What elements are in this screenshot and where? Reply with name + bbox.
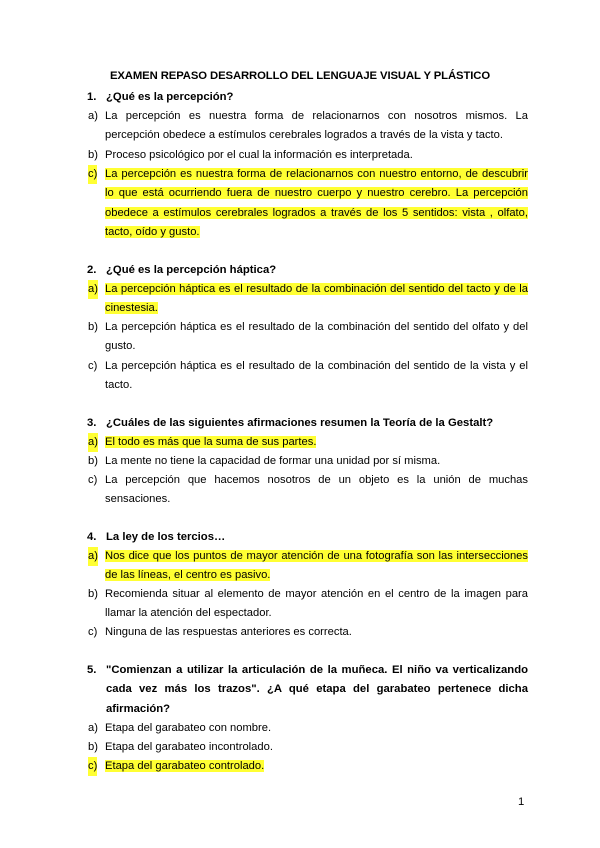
- option-letter: c): [88, 474, 98, 486]
- question-2-option-c: [88, 357, 528, 396]
- option-text: [105, 280, 528, 319]
- option-text: [105, 757, 528, 776]
- question-2-option-b: [88, 318, 528, 357]
- question-number: 4.: [87, 531, 97, 543]
- question-text: ¿Qué es la percepción háptica?: [106, 264, 277, 276]
- question-number: 1.: [87, 91, 97, 103]
- question-3: [88, 414, 528, 433]
- option-letter: a): [88, 547, 98, 566]
- question-text: ¿Cuáles de las siguientes afirmaciones resumen la Teoría de la Gestalt?: [106, 417, 494, 429]
- option-text: La percepción háptica es el resultado de la combinación del sentido de la vista y el tacto.: [105, 360, 528, 392]
- option-text: La percepción es nuestra forma de relacionarnos con nosotros mismos. La percepción obedece a estímulos cerebrales logrados a través de la vista y tacto.: [105, 110, 528, 142]
- option-letter: b): [88, 149, 98, 161]
- option-text: Recomienda situar al elemento de mayor atención en el centro de la imagen para llamar la atención del espectador.: [105, 588, 528, 620]
- option-letter: b): [88, 455, 98, 467]
- option-text: La mente no tiene la capacidad de formar una unidad por sí misma.: [105, 455, 441, 467]
- option-letter: c): [88, 757, 97, 776]
- answer-highlight: El todo es más que la suma de sus partes.: [105, 436, 317, 448]
- document-title: EXAMEN REPASO DESARROLLO DEL LENGUAJE VISUAL Y PLÁSTICO: [109, 70, 491, 82]
- question-3-option-b: [88, 452, 528, 471]
- question-1-option-b: [88, 146, 528, 165]
- option-letter: a): [88, 110, 98, 122]
- question-1: [88, 88, 528, 107]
- answer-highlight: La percepción háptica es el resultado de la combinación del sentido del tacto y de la cinestesia.: [105, 283, 528, 315]
- option-text: La percepción háptica es el resultado de la combinación del sentido del olfato y del gusto.: [105, 321, 528, 353]
- question-5-option-c: [88, 757, 528, 776]
- option-letter: c): [88, 360, 98, 372]
- option-text: Etapa del garabateo incontrolado.: [105, 741, 273, 753]
- option-letter: a): [88, 433, 98, 452]
- question-text: "Comienzan a utilizar la articulación de la muñeca. El niño va verticalizando cada vez más los trazos". ¿A qué etapa del garabateo pertenece dicha afirmación?: [106, 664, 528, 715]
- question-4-option-c: [88, 623, 528, 642]
- option-text: Proceso psicológico por el cual la información es interpretada.: [105, 149, 413, 161]
- question-5: [88, 661, 528, 719]
- option-letter: b): [88, 741, 98, 753]
- question-1-option-a: [88, 107, 528, 146]
- option-text: [105, 433, 528, 452]
- option-text: La percepción que hacemos nosotros de un objeto es la unión de muchas sensaciones.: [105, 474, 528, 506]
- option-letter: b): [88, 321, 98, 333]
- question-3-option-c: [88, 471, 528, 510]
- option-text: Ninguna de las respuestas anteriores es correcta.: [105, 626, 352, 638]
- option-letter: c): [88, 165, 97, 184]
- question-3-option-a: [88, 433, 528, 452]
- answer-highlight: Etapa del garabateo controlado.: [105, 760, 265, 772]
- option-letter: c): [88, 626, 98, 638]
- question-text: La ley de los tercios…: [106, 531, 226, 543]
- question-4-option-a: [88, 547, 528, 586]
- question-number: 3.: [87, 417, 97, 429]
- page-number: 1: [518, 796, 525, 808]
- option-letter: b): [88, 588, 98, 600]
- option-text: [105, 547, 528, 586]
- answer-highlight: La percepción es nuestra forma de relacionarnos con nuestro entorno, de descubrir lo que está ocurriendo fuera de nuestro cuerpo y nuestro cerebro. La percepción obedece a estímulos cerebrales logrados a través de los 5 sentidos: vista , olfato, tacto, oído y gusto.: [105, 168, 528, 238]
- option-text: [105, 165, 528, 242]
- question-number: 2.: [87, 264, 97, 276]
- question-2: [88, 261, 528, 280]
- option-letter: a): [88, 722, 98, 734]
- question-4: [88, 528, 528, 547]
- option-text: Etapa del garabateo con nombre.: [105, 722, 272, 734]
- option-letter: a): [88, 280, 98, 299]
- question-4-option-b: [88, 585, 528, 624]
- question-5-option-a: [88, 719, 528, 738]
- answer-highlight: Nos dice que los puntos de mayor atención de una fotografía son las intersecciones de las líneas, el centro es pasivo.: [105, 550, 528, 582]
- question-5-option-b: [88, 738, 528, 757]
- question-number: 5.: [87, 664, 97, 676]
- question-text: ¿Qué es la percepción?: [106, 91, 234, 103]
- question-2-option-a: [88, 280, 528, 319]
- question-1-option-c: [88, 165, 528, 242]
